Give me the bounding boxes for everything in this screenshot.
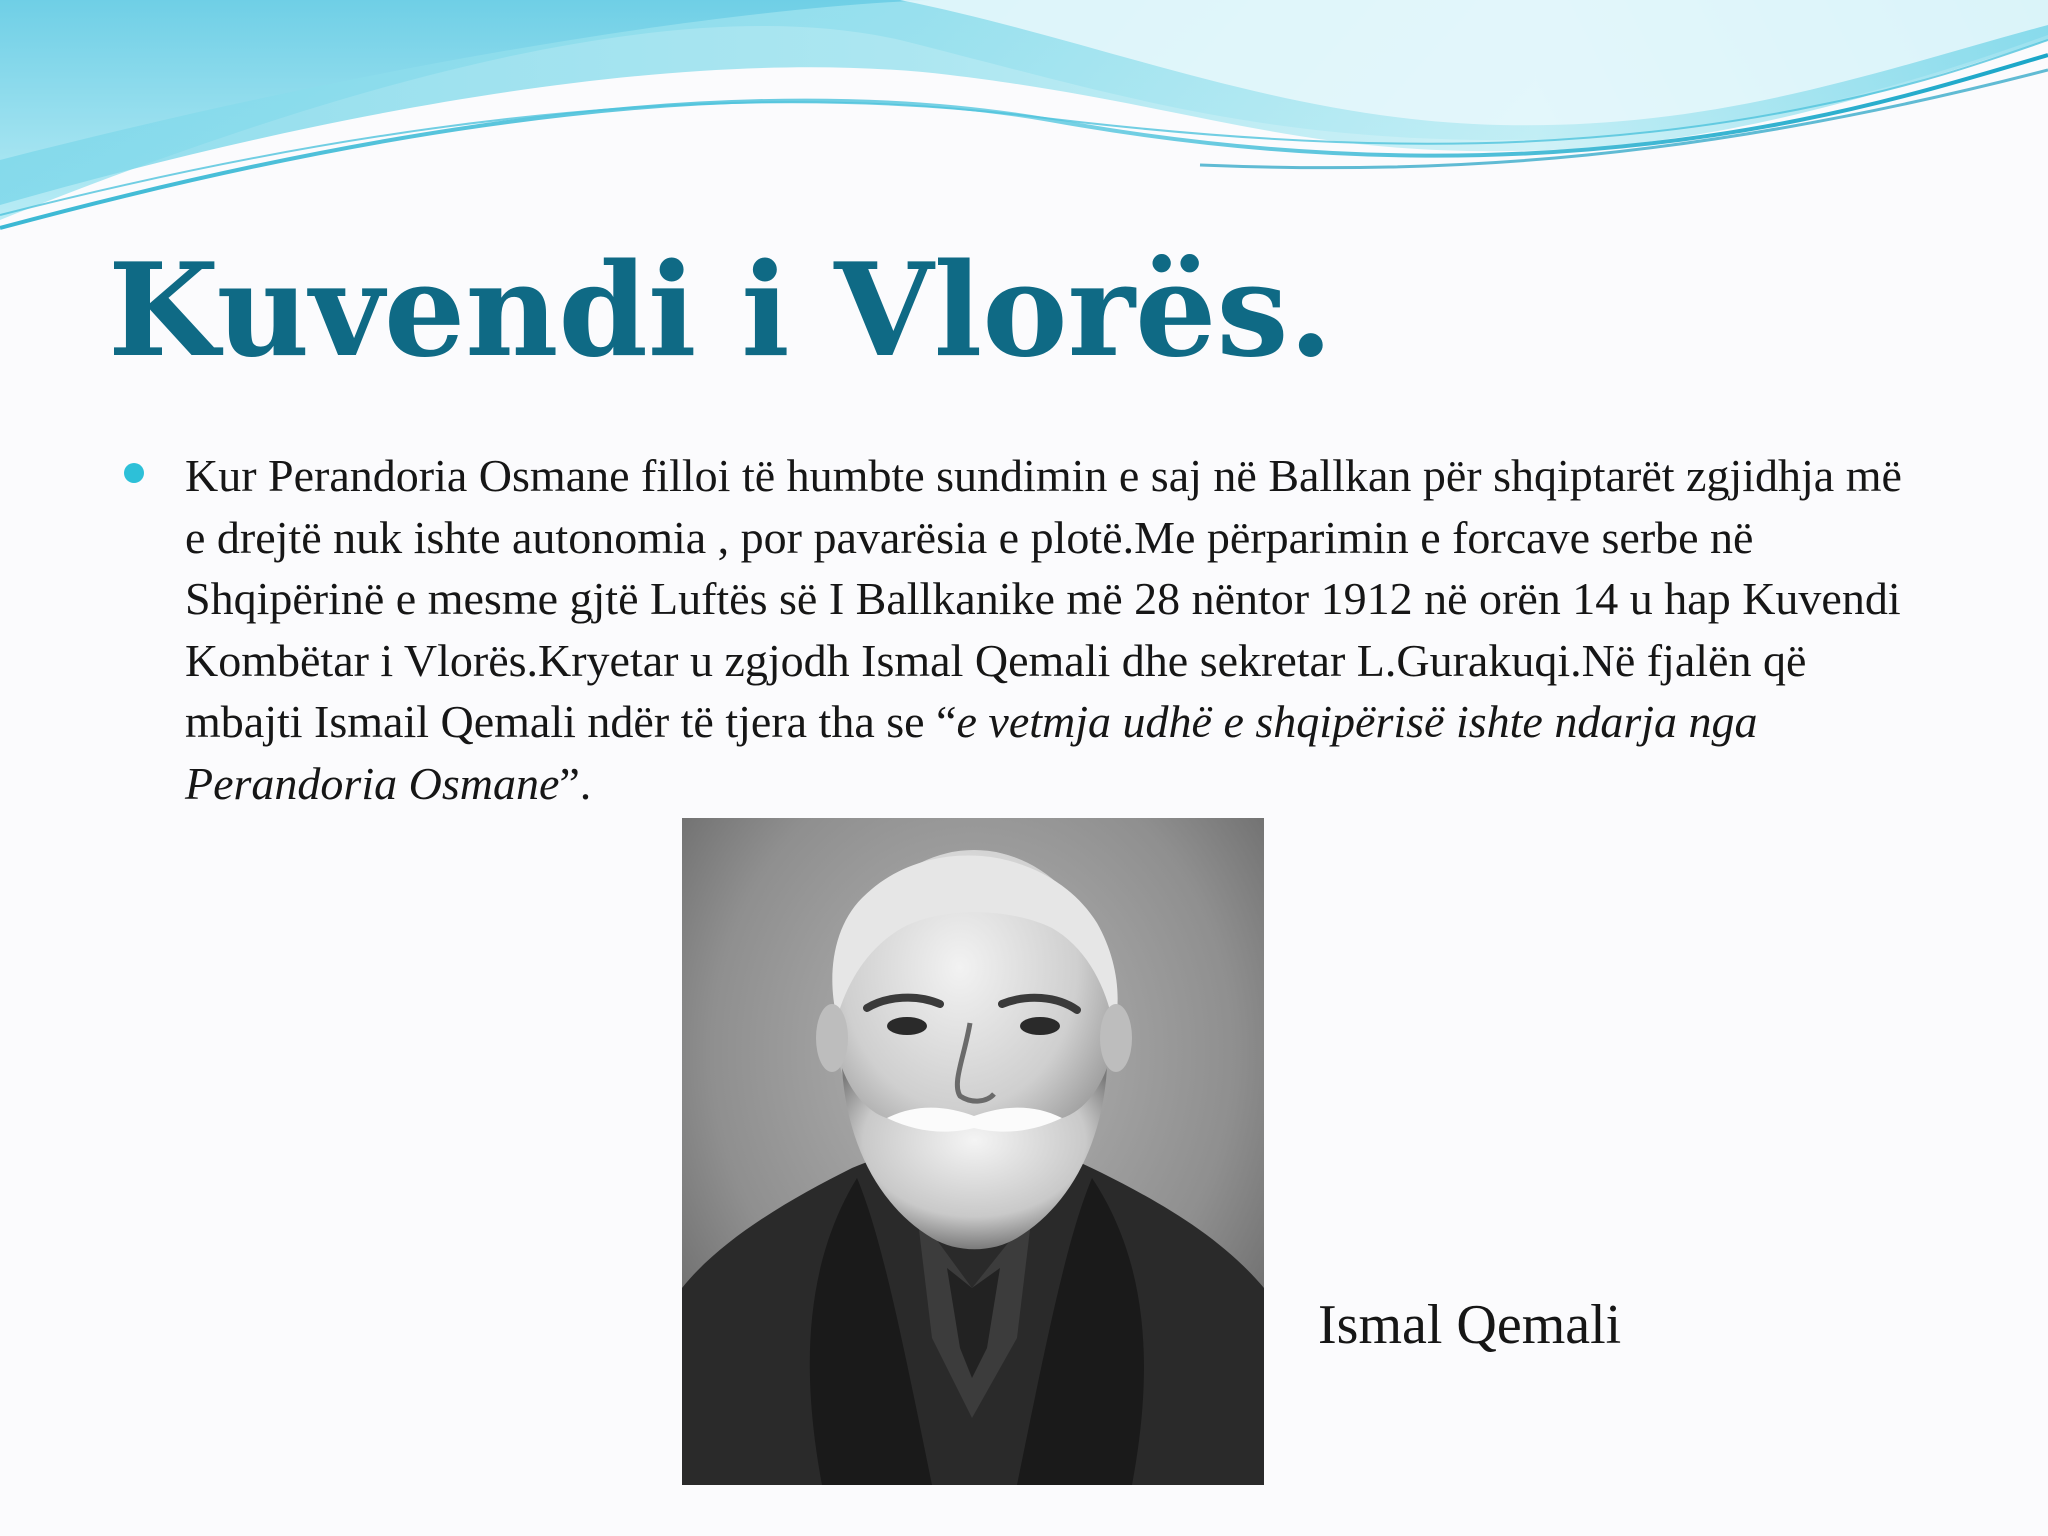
header-wave-decoration — [0, 0, 2048, 240]
bullet-quote: e vetmja udhë e shqipërisë ishte ndarja nga Perandoria Osmane — [185, 696, 1758, 809]
bullet-text-end: ”. — [559, 757, 592, 809]
bullet-text-main: Kur Perandoria Osmane filloi të humbte sundimin e saj në Ballkan për shqiptarët zgjidhja më e drejtë nuk ishte autonomia , por pavarësia e plotë.Me përparimin e forcave serbe në Shqipërinë e mesme gjtë Luftës së I Ballkanike më 28 nëntor 1912 në orën 14 u hap Kuvendi Kombëtar i Vlorës.Kryetar u zgjodh Ismal Qemali dhe sekretar L.Gurakuqi.Në fjalën që mbajti Ismail Qemali ndër të tjera tha se “ — [185, 450, 1902, 747]
bullet-dot-icon — [124, 463, 144, 483]
bullet-paragraph — [185, 445, 1905, 814]
portrait-photo — [682, 818, 1264, 1485]
portrait-caption: Ismal Qemali — [1318, 1294, 1622, 1356]
slide-title: Kuvendi i Vlorës. — [108, 236, 1334, 386]
